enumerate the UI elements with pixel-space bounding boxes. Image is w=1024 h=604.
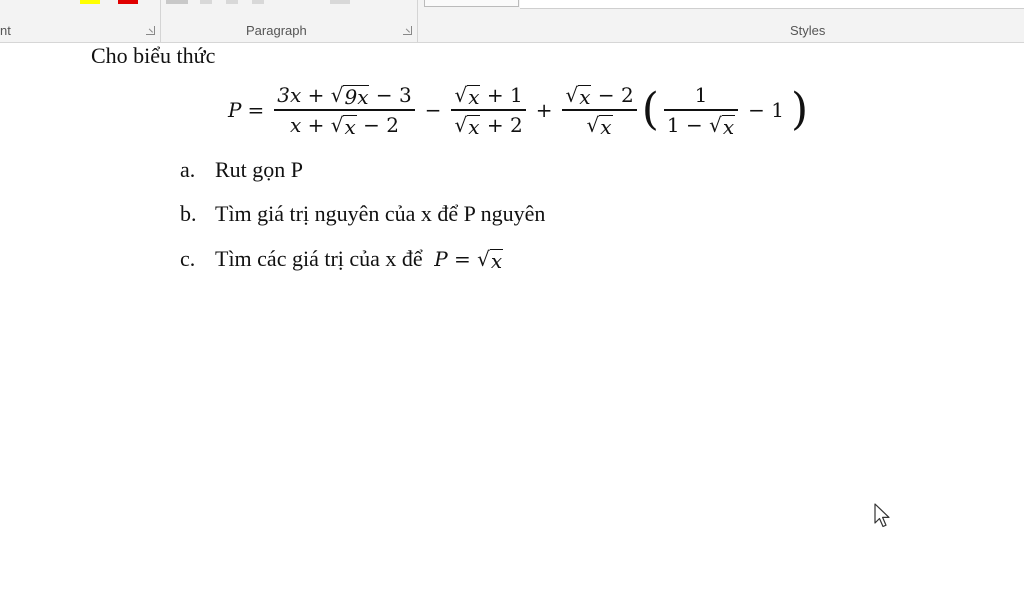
sqrt: √ x	[454, 112, 480, 139]
formula-eq: =	[247, 98, 265, 122]
list-marker: b.	[180, 201, 197, 226]
paragraph-button-stub[interactable]	[330, 0, 350, 4]
document-page[interactable]	[0, 43, 1024, 604]
fraction-denominator: 1 − √ x	[666, 112, 735, 139]
list-item	[180, 246, 880, 272]
paragraph-dialog-launcher-icon[interactable]	[403, 26, 412, 35]
fraction-term4	[664, 81, 738, 139]
list-marker: a.	[180, 157, 196, 182]
sqrt: √ x	[565, 83, 591, 110]
fraction-term3	[562, 81, 636, 139]
paragraph-button-stub[interactable]	[226, 0, 238, 4]
list-marker: c.	[180, 246, 196, 271]
list-item-math: P = √ x	[434, 247, 503, 273]
sqrt: √ x	[454, 83, 480, 110]
font-color-swatch[interactable]	[118, 0, 138, 4]
fraction-denominator: x + √ x − 2	[289, 112, 399, 139]
intro-text: Cho biểu thức	[91, 43, 216, 68]
styles-gallery[interactable]	[520, 0, 1024, 9]
formula-P	[228, 77, 809, 143]
fraction-numerator: 1	[694, 83, 708, 108]
fraction-denominator: √ x + 2	[454, 112, 523, 139]
list-item-text: Tìm giá trị nguyên của x để P nguyên	[215, 201, 546, 226]
arrow-pointer-icon	[874, 503, 892, 529]
paren-open: (	[641, 84, 659, 135]
formula-lhs: P	[228, 98, 242, 122]
fraction-numerator: √ x − 2	[565, 83, 634, 110]
font-group-label: nt	[0, 23, 11, 38]
sqrt: √ x	[709, 112, 735, 139]
group-separator	[417, 0, 418, 42]
styles-gallery-item[interactable]	[424, 0, 519, 7]
formula-op-minus: −	[424, 98, 442, 122]
list-item	[180, 201, 880, 227]
sqrt: √ x	[330, 112, 356, 139]
sqrt: √ 9x	[330, 83, 369, 110]
paragraph-button-stub[interactable]	[166, 0, 188, 4]
fraction-numerator: √ x + 1	[454, 83, 523, 110]
paragraph-group-label: Paragraph	[246, 23, 307, 38]
list-item	[180, 157, 880, 183]
formula-op-plus: +	[535, 98, 553, 122]
fraction-denominator	[584, 111, 616, 139]
fraction-term1	[274, 81, 414, 139]
formula-op-minus-one: − 1	[748, 98, 784, 122]
sqrt: √ x	[586, 112, 612, 139]
ribbon	[0, 0, 1024, 43]
styles-group-label: Styles	[790, 23, 826, 38]
paragraph-button-stub[interactable]	[252, 0, 264, 4]
fraction-numerator: 3x + √ 9x − 3	[277, 83, 412, 110]
highlight-color-swatch[interactable]	[80, 0, 100, 4]
group-separator	[160, 0, 161, 42]
fraction-term2	[451, 81, 525, 139]
list-item-text: Rut gọn P	[215, 157, 304, 182]
paren-close: )	[790, 84, 809, 135]
list-item-text: Tìm các giá trị của x để	[215, 246, 429, 271]
paragraph-button-stub[interactable]	[200, 0, 212, 4]
font-dialog-launcher-icon[interactable]	[146, 26, 155, 35]
sqrt: √ x	[477, 247, 503, 273]
